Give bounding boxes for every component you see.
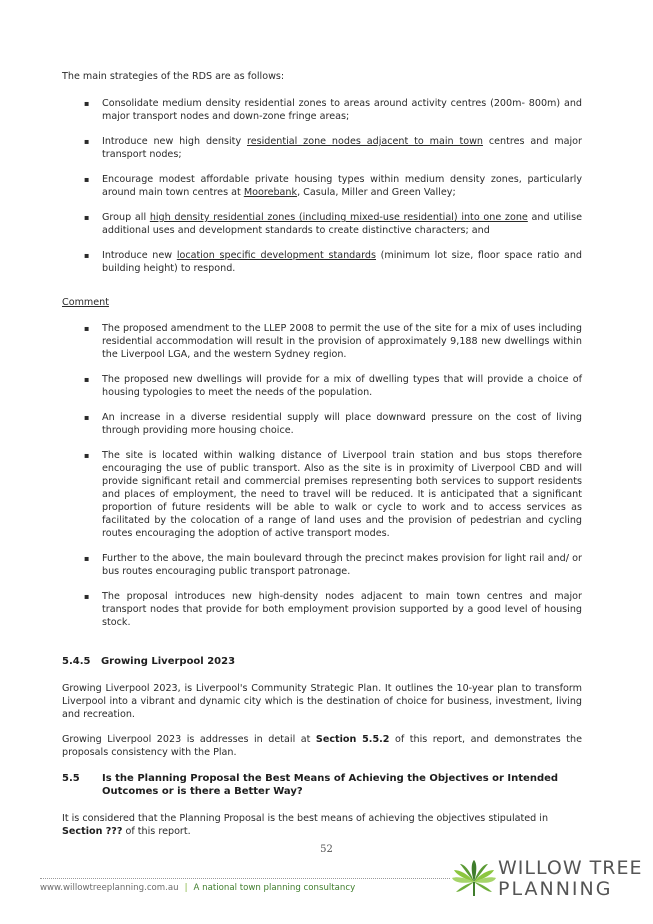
logo-text-line2: PLANNING bbox=[498, 878, 613, 900]
section-number: 5.4.5 bbox=[62, 656, 91, 667]
section-545-para1: Growing Liverpool 2023, is Liverpool's Community Strategic Plan. It outlines the 10-year plan to transform Liverpool into a vibrant and dynamic city which is the destination of choice for business, investment, living and recreation. bbox=[62, 683, 582, 720]
comment-item: ▪ The proposed amendment to the LLEP 2008 to permit the use of the site for a mix of uses including residential accommodation will result in the provision of approximately 9,188 new dwellings within the Liverpool LGA, and the western Sydney region. bbox=[62, 322, 582, 361]
underlined-phrase: high density residential zones (including mixed-use residential) into one zone bbox=[149, 212, 528, 223]
footer-separator: | bbox=[184, 883, 188, 893]
strategy-item: ▪ Group all high density residential zones (including mixed-use residential) into one zone and utilise additional uses and development standards to create distinctive characters; and bbox=[62, 211, 582, 237]
underlined-phrase: location specific development standards bbox=[176, 250, 376, 261]
comment-item: ▪ The proposed new dwellings will provide for a mix of dwelling types that will provide a choice of housing typologies to meet the needs of the population. bbox=[62, 373, 582, 399]
underlined-phrase: Moorebank bbox=[243, 187, 298, 198]
section-545-para2: Growing Liverpool 2023 is addresses in detail at Section 5.5.2 of this report, and demonstrates the proposals consistency with the Plan. bbox=[62, 734, 582, 758]
section-title-line2: Outcomes or is there a Better Way? bbox=[102, 786, 303, 797]
comment-item: ▪ Further to the above, the main boulevard through the precinct makes provision for light rail and/ or bus routes encouraging public transport patronage. bbox=[62, 552, 582, 578]
strategy-item: ▪ Consolidate medium density residential zones to areas around activity centres (200m- 800m) and major transport nodes and down-zone fringe areas; bbox=[62, 97, 582, 123]
section-title-line1: Is the Planning Proposal the Best Means of Achieving the Objectives or Intended bbox=[102, 773, 559, 784]
section-reference: Section ??? bbox=[62, 826, 123, 837]
comment-item: ▪ An increase in a diverse residential supply will place downward pressure on the cost of living through providing more housing choice. bbox=[62, 411, 582, 437]
section-title: Growing Liverpool 2023 bbox=[100, 656, 236, 667]
page-number: 52 bbox=[320, 844, 333, 855]
section-55-heading bbox=[62, 772, 592, 798]
strategy-item: ▪ Introduce new high density residential zone nodes adjacent to main town centres and major transport nodes; bbox=[62, 135, 582, 161]
section-545-heading bbox=[62, 655, 235, 668]
comment-item: ▪ The proposal introduces new high-density nodes adjacent to main town centres and major transport nodes that provide for both employment provision supported by a good level of housing stock. bbox=[62, 590, 582, 629]
footer bbox=[40, 882, 355, 895]
strategies-list bbox=[62, 97, 582, 275]
footer-divider bbox=[40, 878, 450, 879]
section-number: 5.5 bbox=[62, 773, 80, 784]
comment-item: ▪ The site is located within walking distance of Liverpool train station and bus stops therefore encouraging the use of public transport. Also as the site is in proximity of Liverpool CBD and will provide significant retail and commercial premises representing both services to support residents and places of employment, the need to travel will be reduced. It is anticipated that a significant proportion of future residents will be able to walk or cycle to work and to access services as facilitated by the colocation of a range of land uses and the provision of pedestrian and cycling routes encouraging the adoption of active transport modes. bbox=[62, 449, 582, 540]
footer-tagline: A national town planning consultancy bbox=[193, 883, 356, 893]
strategy-item: ▪ Introduce new location specific development standards (minimum lot size, floor space ratio and building height) to respond. bbox=[62, 249, 582, 275]
intro-text: The main strategies of the RDS are as follows: bbox=[62, 71, 285, 82]
section-reference: Section 5.5.2 bbox=[315, 734, 390, 745]
section-55-para: It is considered that the Planning Proposal is the best means of achieving the objectives stipulated in Section ??? of this report. bbox=[62, 813, 549, 837]
logo-text-line1: WILLOW TREE bbox=[498, 857, 643, 879]
underlined-phrase: residential zone nodes adjacent to main town bbox=[246, 136, 483, 147]
strategy-item: ▪ Encourage modest affordable private housing types within medium density zones, particularly around main town centres at Moorebank, Casula, Miller and Green Valley; bbox=[62, 173, 582, 199]
comments-list bbox=[62, 322, 582, 629]
comment-heading: Comment bbox=[62, 297, 110, 308]
footer-website-link[interactable]: www.willowtreeplanning.com.au bbox=[40, 883, 179, 893]
